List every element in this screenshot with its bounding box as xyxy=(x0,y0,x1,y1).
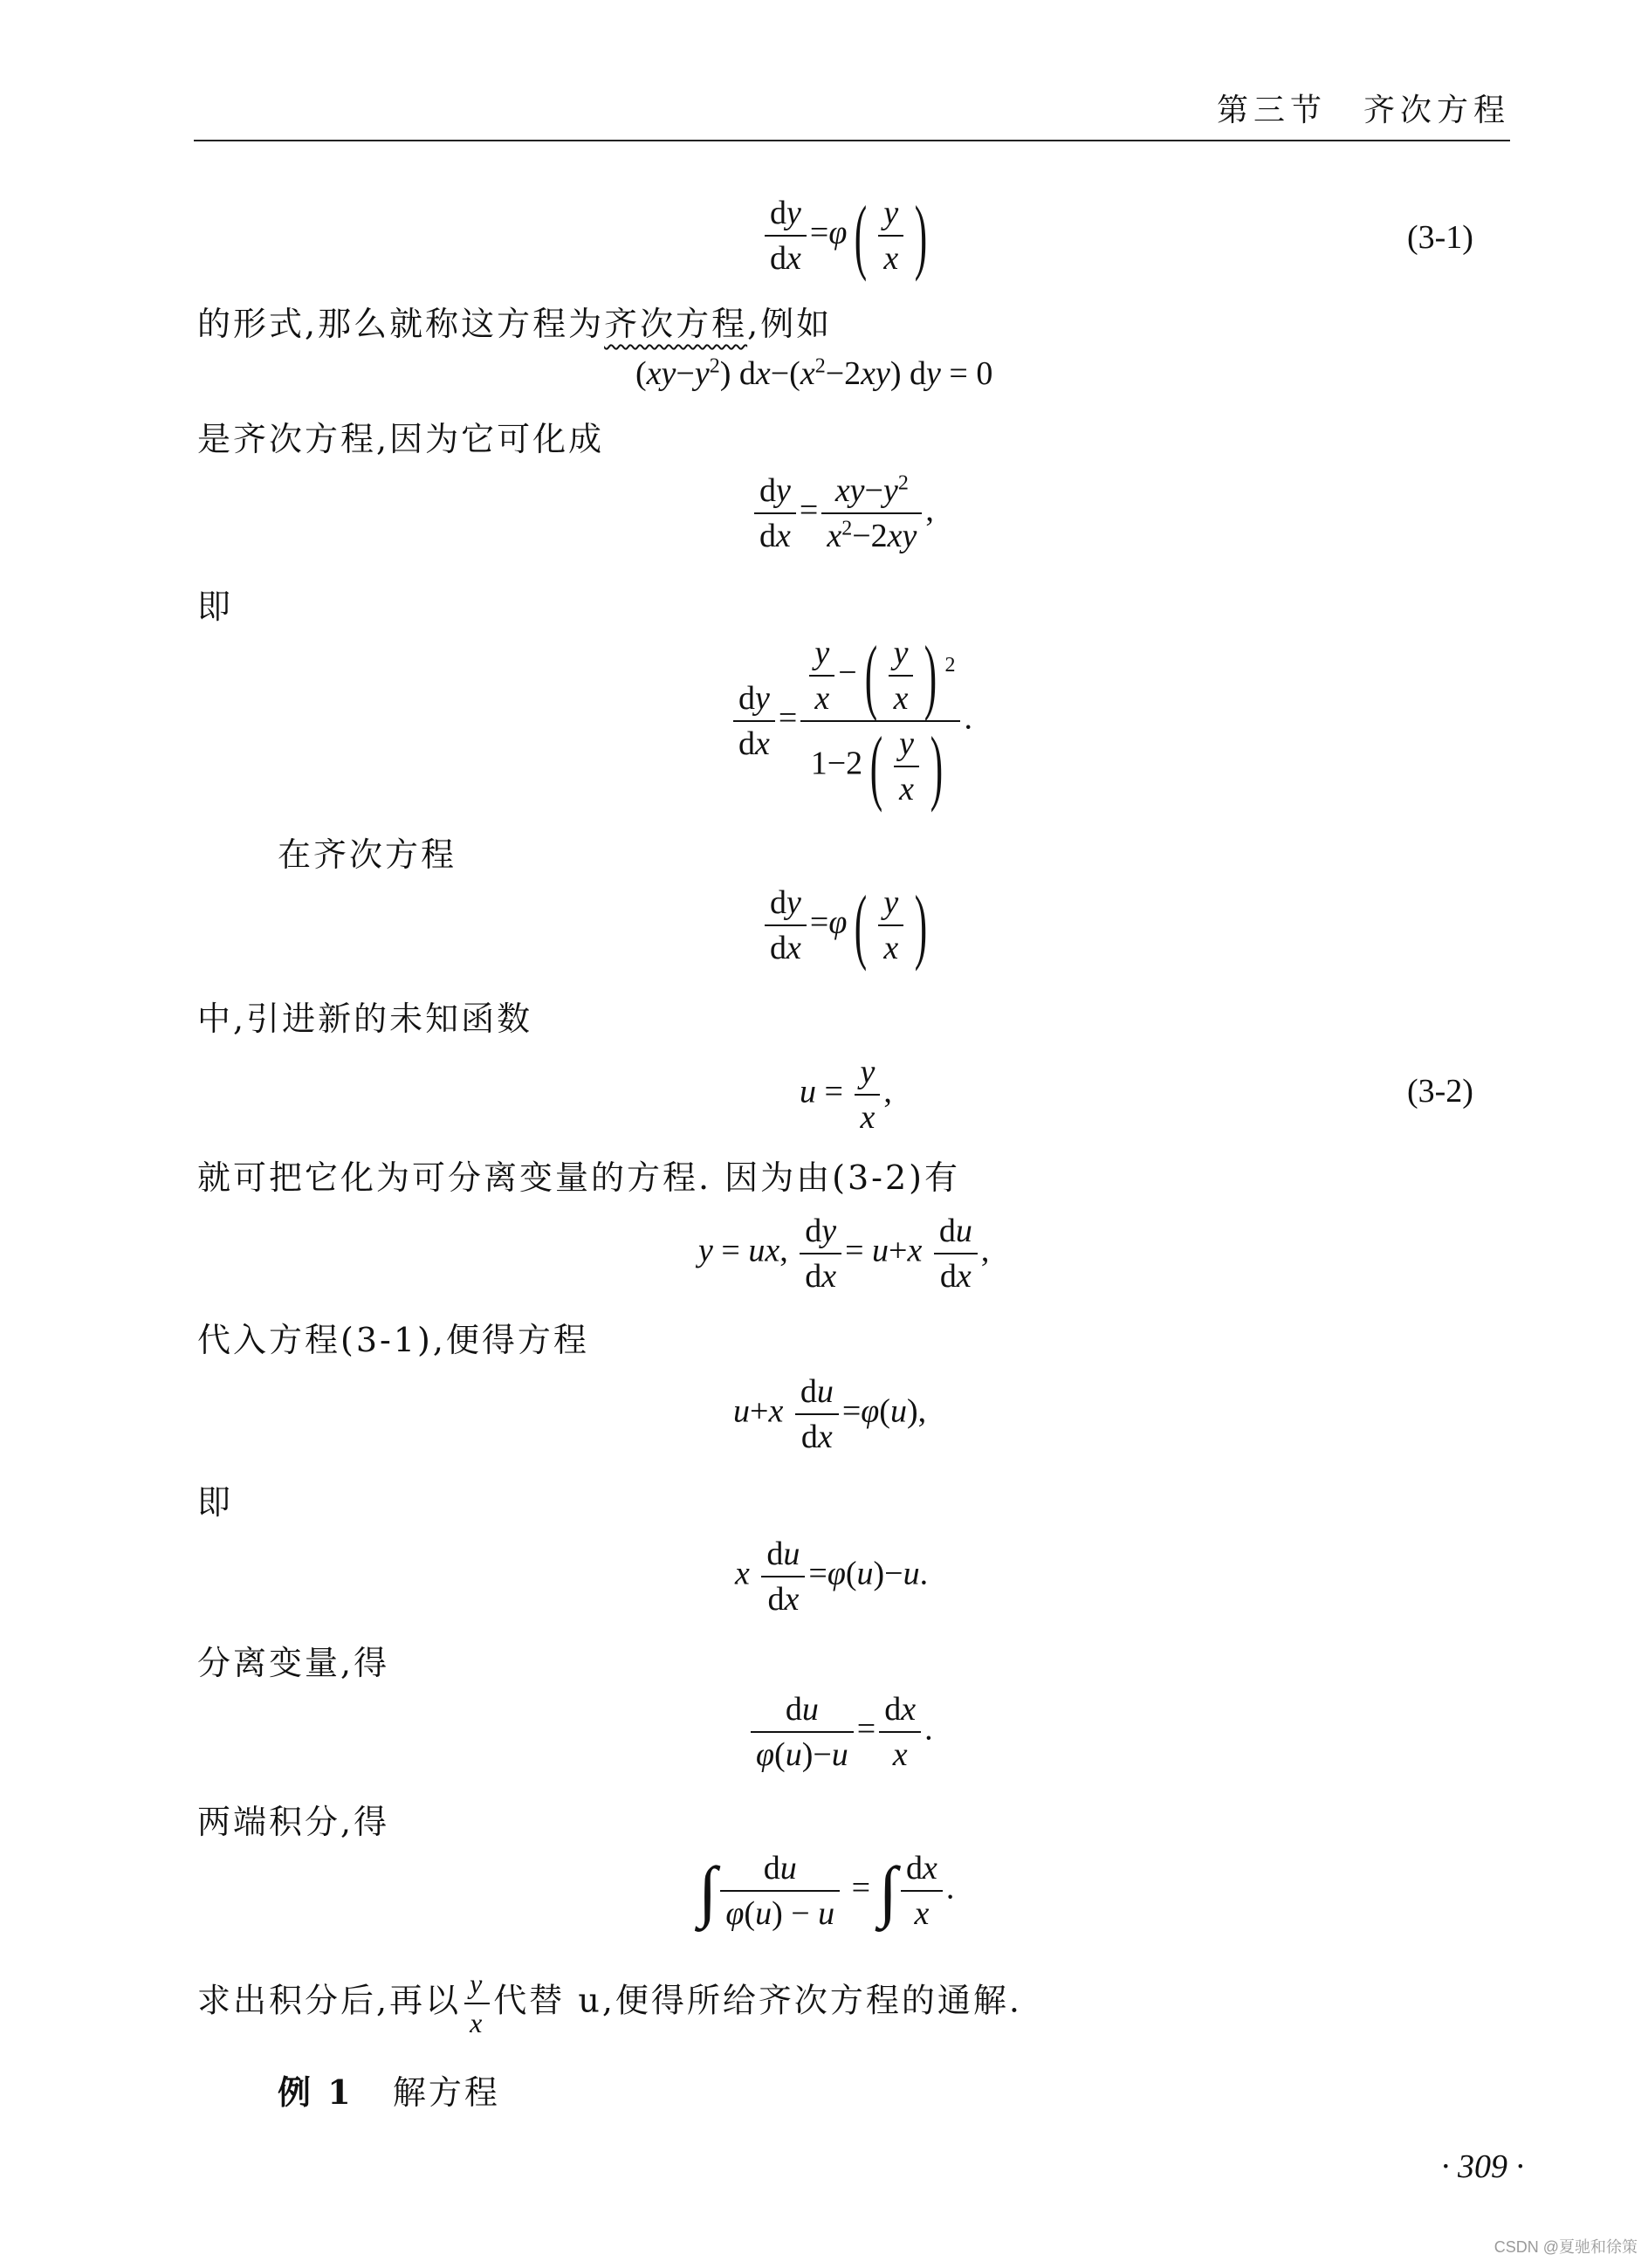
running-header: 第三节 齐次方程 xyxy=(1216,93,1510,128)
paragraph-separable: 就可把它化为可分离变量的方程. 因为由(3-2)有 xyxy=(197,1158,961,1197)
equation-nested-fraction: $\frac{dy}{dx}$ = $\frac{y}{x}$ −( $\frac{y}{x}$ ) $^2$ 1−2( $\frac{y}{x}$ ) . xyxy=(730,634,972,808)
equation-3-2: u = $\frac{y}{x}$ , xyxy=(800,1054,892,1136)
equation-rearranged: x $\frac{du}{dx}$ =φ(u)−u. xyxy=(735,1536,929,1618)
equation-separated: $\frac{du}{\varphi(u)-u}$ = $\frac{dx}{x}$ . xyxy=(747,1690,933,1774)
example-equation: $(xy-y^2)$ $dx-(x^2-2xy)$ dy = 0 xyxy=(635,354,993,392)
header-rule xyxy=(194,140,1510,141)
paragraph-integrate: 两端积分,得 xyxy=(197,1803,390,1841)
equation-integrated: ∫ $\frac{du}{\varphi(u) - u}$ = ∫ $\frac{dx}{x}$ . xyxy=(698,1850,955,1932)
equation-number-3-1: (3-1) xyxy=(1407,219,1473,256)
paragraph-separate: 分离变量,得 xyxy=(197,1644,390,1682)
integral-sign: ∫ xyxy=(878,1852,897,1928)
paragraph-introduce: 中,引进新的未知函数 xyxy=(197,1000,533,1038)
equation-homogeneous-repeat: $\frac{dy}{dx}$ =φ( $\frac{y}{x}$ ) xyxy=(761,883,935,967)
paragraph-definition: 的形式,那么就称这方程为齐次方程,例如 xyxy=(197,305,833,343)
paragraph-substitute: 代入方程(3-1),便得方程 xyxy=(197,1321,589,1359)
page-number: · 309 · xyxy=(1441,2148,1524,2185)
paragraph-general-solution: 求出积分后,再以 $\frac{y}{x}$ 代替 u,便得所给齐次方程的通解. xyxy=(197,1968,1023,2038)
paragraph-is-homogeneous: 是齐次方程,因为它可化成 xyxy=(197,420,605,458)
integral-sign: ∫ xyxy=(698,1852,718,1928)
equation-transformed: $\frac{dy}{dx}$ = $\frac{xy-y^2}{x^2-2xy}$ , xyxy=(751,471,934,555)
equation-number-3-2: (3-2) xyxy=(1407,1073,1473,1110)
equation-after-substitution: u+x $\frac{du}{dx}$ =φ(u), xyxy=(733,1373,927,1455)
example-1 xyxy=(278,2065,500,2113)
equation-3-1: $\frac{dy}{dx}$ =φ( $\frac{y}{x}$ ) xyxy=(761,194,935,278)
example-label: 例 1 xyxy=(278,2072,354,2112)
term-homogeneous-equation: 齐次方程 xyxy=(604,305,748,343)
paragraph-ji-1: 即 xyxy=(197,588,234,626)
inline-fraction-y-over-x: $\frac{y}{x}$ xyxy=(464,1968,490,2039)
example-text: 解方程 xyxy=(392,2073,500,2112)
paragraph-in-homogeneous: 在齐次方程 xyxy=(278,835,457,874)
paragraph-ji-2: 即 xyxy=(197,1483,234,1522)
equation-substitution: y = ux, $\frac{dy}{dx}$ = u+x $\frac{du}{dx}$ , xyxy=(698,1213,990,1295)
watermark: CSDN @夏驰和徐策 xyxy=(1494,2238,1638,2256)
